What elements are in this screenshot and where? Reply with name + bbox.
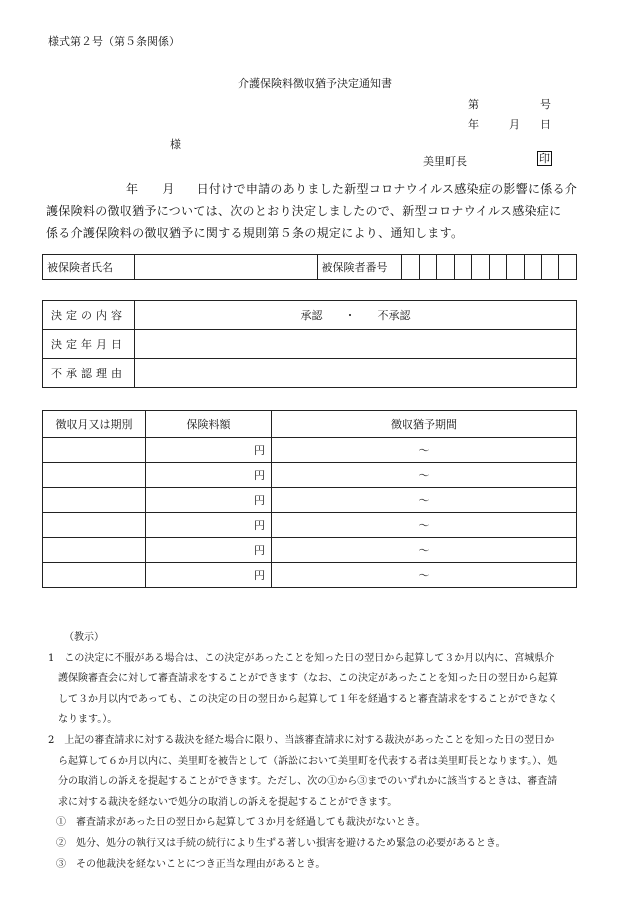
notes-line: ① 審査請求があった日の翌日から起算して３か月を経過しても裁決がないとき。: [56, 817, 426, 829]
insured-number-digit[interactable]: [437, 255, 454, 280]
intro-text-1: 日付けで申請のありました新型コロナウイルス感染症の影響に係る介: [196, 182, 578, 196]
number-prefix: 第: [468, 98, 479, 111]
issuer-name: 美里町長: [423, 155, 467, 168]
schedule-term-cell[interactable]: [43, 488, 146, 513]
decision-date-label: 決定年月日: [43, 330, 135, 359]
notes-line: 2 上記の審査請求に対する裁決を経た場合に限り、当該審査請求に対する裁決があったことを知った日の翌日か: [48, 734, 555, 746]
date-year: 年: [468, 118, 479, 131]
notes-line: して３か月以内であっても、この決定の日の翌日から起算して１年を経過すると審査請求をすることができなく: [48, 693, 558, 705]
notes-line: 求に対する裁決を経ないで処分の取消しの訴えを提起することができます。: [48, 796, 398, 808]
notes-line: ③ その他裁決を経ないことにつき正当な理由があるとき。: [56, 858, 326, 870]
table-row: [43, 463, 577, 488]
decision-date-value[interactable]: [135, 330, 577, 359]
decision-table: [42, 300, 577, 388]
schedule-amount-cell[interactable]: 円: [146, 513, 272, 538]
notes-line: 護保険審査会に対して審査請求をすることができます（なお、この決定があったことを知った日の翌日から起算: [48, 673, 558, 685]
number-suffix: 号: [540, 98, 551, 111]
table-row: [43, 488, 577, 513]
schedule-header-period: 徴収猶予期間: [272, 411, 577, 438]
table-row: [43, 538, 577, 563]
insured-number-digit[interactable]: [402, 255, 419, 280]
insured-number-digit[interactable]: [454, 255, 471, 280]
schedule-period-cell[interactable]: ～: [272, 513, 577, 538]
insured-number-digit[interactable]: [507, 255, 524, 280]
insured-number-digit[interactable]: [524, 255, 541, 280]
intro-year: 年: [126, 182, 139, 196]
notes-line: なります。）。: [48, 714, 118, 726]
intro-line-1: [46, 178, 584, 200]
instruction-notes: [48, 628, 588, 875]
schedule-term-cell[interactable]: [43, 563, 146, 588]
schedule-amount-cell[interactable]: 円: [146, 438, 272, 463]
schedule-period-cell[interactable]: ～: [272, 488, 577, 513]
insured-name-field[interactable]: [134, 255, 317, 280]
insured-number-digit[interactable]: [419, 255, 436, 280]
schedule-table: [42, 410, 577, 588]
table-row: [43, 563, 577, 588]
schedule-term-cell[interactable]: [43, 538, 146, 563]
schedule-term-cell[interactable]: [43, 438, 146, 463]
schedule-period-cell[interactable]: ～: [272, 463, 577, 488]
table-row: [43, 513, 577, 538]
rejection-reason-label: 不承認理由: [43, 359, 135, 388]
insured-number-digit[interactable]: [559, 255, 577, 280]
schedule-amount-cell[interactable]: 円: [146, 563, 272, 588]
schedule-period-cell[interactable]: ～: [272, 563, 577, 588]
form-number: 様式第２号（第５条関係）: [48, 35, 180, 48]
notes-line: 分の取消しの訴えを提起することができます。ただし、次の①から③までのいずれかに該当するときは、審査請: [48, 776, 558, 788]
schedule-period-cell[interactable]: ～: [272, 438, 577, 463]
notes-line: 1 この決定に不服がある場合は、この決定があったことを知った日の翌日から起算して３か月以内に、宮城県介: [48, 652, 555, 664]
schedule-amount-cell[interactable]: 円: [146, 488, 272, 513]
seal-mark: 印: [539, 152, 550, 165]
schedule-amount-cell[interactable]: 円: [146, 538, 272, 563]
notes-line: ② 処分、処分の執行又は手続の続行により生ずる著しい損害を避けるため緊急の必要があるとき。: [56, 837, 506, 849]
insured-number-digit[interactable]: [489, 255, 506, 280]
intro-line-3: 係る介護保険料の徴収猶予に関する規則第５条の規定により、通知します。: [46, 226, 464, 240]
rejection-reason-value[interactable]: [135, 359, 577, 388]
insured-number-digit[interactable]: [541, 255, 558, 280]
recipient-honorific: 様: [170, 138, 181, 151]
decision-content-value[interactable]: 承認 ・ 不承認: [135, 301, 577, 330]
date-month: 月: [509, 118, 520, 131]
schedule-header-term: 徴収月又は期別: [43, 411, 146, 438]
intro-line-2: 護保険料の徴収猶予については、次のとおり決定しましたので、新型コロナウイルス感染症に: [46, 204, 562, 218]
intro-month: 月: [162, 182, 175, 196]
schedule-period-cell[interactable]: ～: [272, 538, 577, 563]
date-day: 日: [540, 118, 551, 131]
intro-paragraph: [46, 178, 584, 244]
insured-name-label: 被保険者氏名: [43, 255, 135, 280]
decision-content-label: 決定の内容: [43, 301, 135, 330]
insured-number-digit[interactable]: [472, 255, 489, 280]
document-title: 介護保険料徴収猶予決定通知書: [238, 77, 392, 90]
notes-line: ら起算して６か月以内に、美里町を被告として（訴訟において美里町を代表する者は美里町長となります。）、処: [48, 755, 558, 767]
schedule-header-amount: 保険料額: [146, 411, 272, 438]
notes-heading: （教示）: [64, 632, 104, 643]
insured-number-label: 被保険者番号: [317, 255, 402, 280]
insured-table: [42, 254, 577, 280]
table-row: [43, 438, 577, 463]
schedule-term-cell[interactable]: [43, 463, 146, 488]
schedule-term-cell[interactable]: [43, 513, 146, 538]
schedule-amount-cell[interactable]: 円: [146, 463, 272, 488]
